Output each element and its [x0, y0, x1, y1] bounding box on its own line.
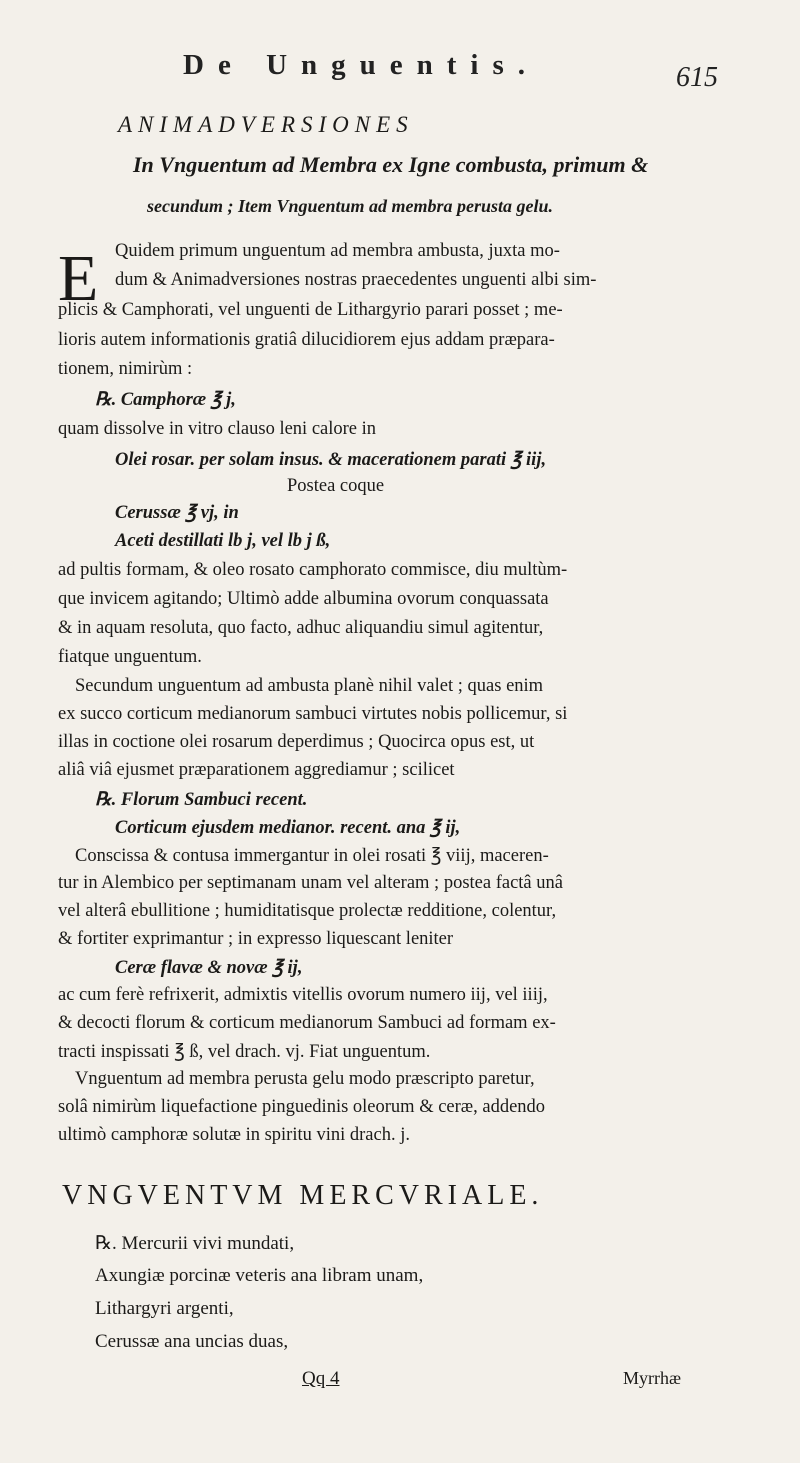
recipe-line: Corticum ejusdem medianor. recent. ana ℥ ij, — [115, 818, 461, 838]
body-line: Quidem primum unguentum ad membra ambusta, juxta mo- — [115, 241, 560, 261]
body-line: plicis & Camphorati, vel unguenti de Lithargyrio parari posset ; me- — [58, 300, 563, 320]
recipe-ingredient: ℞. Mercurii vivi mundati, — [95, 1233, 295, 1254]
recipe-line: Olei rosar. per solam insus. & macerationem parati ℥ iij, — [115, 450, 547, 470]
body-line: ultimò camphoræ solutæ in spiritu vini drach. j. — [58, 1125, 410, 1145]
recipe-title: VNGVENTVM MERCVRIALE. — [62, 1180, 544, 1211]
signature-mark: Qq 4 — [302, 1368, 340, 1389]
body-line: & decocti florum & corticum medianorum Sambuci ad formam ex- — [58, 1013, 556, 1033]
body-line: tur in Alembico per septimanam unam vel alteram ; postea factâ unâ — [58, 873, 563, 893]
running-header: De Unguentis. — [183, 49, 540, 81]
drop-cap: E — [58, 242, 99, 315]
recipe-line: ℞. Camphoræ ℥ j, — [95, 390, 236, 410]
catchword: Myrrhæ — [623, 1368, 681, 1388]
page-number: 615 — [676, 62, 718, 93]
section-heading: ANIMADVERSIONES — [118, 112, 414, 137]
title-line-2: secundum ; Item Vnguentum ad membra perusta gelu. — [147, 196, 554, 216]
body-line: illas in coctione olei rosarum deperdimus ; Quocirca opus est, ut — [58, 732, 535, 752]
recipe-line: Cerussæ ℥ vj, in — [115, 503, 239, 523]
body-line: dum & Animadversiones nostras praecedentes unguenti albi sim- — [115, 270, 597, 290]
recipe-line: ℞. Florum Sambuci recent. — [95, 790, 308, 810]
recipe-ingredient: Axungiæ porcinæ veteris ana libram unam, — [95, 1265, 424, 1286]
body-line: lioris autem informationis gratiâ dilucidiorem ejus addam præpara- — [58, 330, 555, 350]
body-line: Conscissa & contusa immergantur in olei rosati ℥ viij, maceren- — [75, 846, 549, 866]
body-line: vel alterâ ebullitione ; humiditatisque prolectæ redditione, colentur, — [58, 901, 557, 921]
body-line: ex succo corticum medianorum sambuci virtutes nobis pollicemur, si — [58, 704, 568, 724]
body-line: Secundum unguentum ad ambusta planè nihil valet ; quas enim — [75, 676, 544, 696]
body-line: aliâ viâ ejusmet præparationem aggrediamur ; scilicet — [58, 760, 455, 780]
body-line: ac cum ferè refrixerit, admixtis vitellis ovorum numero iij, vel iiij, — [58, 985, 548, 1005]
body-line: quam dissolve in vitro clauso leni calore in — [58, 419, 377, 439]
title-line-1: In Vnguentum ad Membra ex Igne combusta, primum & — [133, 152, 649, 177]
body-line: fiatque unguentum. — [58, 647, 202, 667]
body-line: Postea coque — [287, 476, 385, 496]
body-line: tracti inspissati ℥ ß, vel drach. vj. Fiat unguentum. — [58, 1042, 431, 1062]
body-line: ad pultis formam, & oleo rosato camphorato commisce, diu multùm- — [58, 560, 568, 580]
recipe-ingredient: Lithargyri argenti, — [95, 1298, 234, 1319]
recipe-line: Ceræ flavæ & novæ ℥ ij, — [115, 958, 303, 978]
body-line: solâ nimirùm liquefactione pinguedinis oleorum & ceræ, addendo — [58, 1097, 546, 1117]
body-line: & fortiter exprimantur ; in expresso liquescant leniter — [58, 929, 454, 949]
recipe-line: Aceti destillati lb j, vel lb j ß, — [115, 531, 331, 551]
body-line: tionem, nimirùm : — [58, 359, 193, 379]
body-line: Vnguentum ad membra perusta gelu modo præscripto paretur, — [75, 1069, 535, 1089]
body-line: & in aquam resoluta, quo facto, adhuc aliquandiu simul agitentur, — [58, 618, 544, 638]
body-line: que invicem agitando; Ultimò adde albumina ovorum conquassata — [58, 589, 549, 609]
recipe-ingredient: Cerussæ ana uncias duas, — [95, 1331, 289, 1352]
